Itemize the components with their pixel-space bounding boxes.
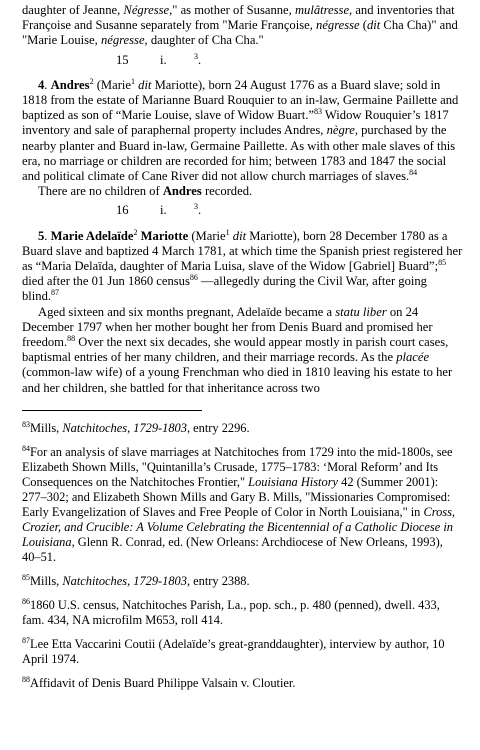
entry-number: 5 [38, 228, 45, 243]
text: . [44, 77, 51, 92]
text: Lee Etta Vaccarini Coutii (Adelaïde’s great-granddaughter), interview by author, 10 April 1974. [22, 636, 445, 666]
text: Over the next six decades, she would appear mostly in parish court cases, baptismal entries of her many children, and their marriage records. As the [22, 335, 449, 365]
text-italic: dit [366, 18, 381, 33]
text: recorded. [201, 184, 253, 199]
text-italic: Natchitoches, 1729-1803 [62, 420, 187, 435]
footnote-ref[interactable]: 85 [438, 257, 447, 267]
text: ," as mother of Susanne, [169, 3, 295, 17]
entry-name: Marie Adelaïde [50, 228, 134, 243]
text-italic: Cross, Crozier, and Crucible: A Volume Celebrating the Bicentennial of a Catholic Diocese in Louisiana [22, 504, 456, 549]
entry-5-paragraph-2 [22, 305, 464, 396]
footnote-ref[interactable]: 88 [67, 333, 76, 343]
text: , entry 2296. [186, 420, 250, 435]
text: Mills, [30, 573, 63, 588]
text-italic: Natchitoches, 1729-1803 [62, 573, 187, 588]
text: , daughter of Cha Cha." [144, 33, 264, 48]
footnote-83 [22, 421, 464, 436]
text: (Marie [93, 77, 131, 92]
text-italic: négresse [316, 18, 360, 33]
text: , purchased by the nearby planter and Buard in-law, Germaine Paillette. As with other male slaves of this era, no marriage or children are recorded for him; between 1783 and 1847 the social and political climate of Cane River did not allow church marriages of slaves. [22, 123, 456, 184]
text: died after the 01 Jun 1860 census [22, 274, 190, 289]
footnote-ref[interactable]: 87 [51, 288, 60, 298]
text-italic: statu liber [335, 304, 387, 319]
text: . [198, 203, 202, 218]
footnote-88 [22, 676, 464, 691]
footnote-ref[interactable]: 83 [313, 107, 322, 117]
text-italic: dit [232, 228, 247, 243]
text-italic: dit [138, 77, 152, 92]
child-list-item [22, 203, 464, 218]
generation-sup: 2 [89, 76, 94, 86]
text: (Marie [188, 228, 226, 243]
text: —allegedly during the Civil War, after going blind. [22, 274, 427, 304]
generation-sup: 3 [194, 202, 198, 212]
text: Affidavit of Denis Buard Philippe Valsain v. Cloutier. [30, 675, 296, 690]
footnote-number: 84 [22, 443, 30, 453]
text: Aged sixteen and six months pregnant, Adelaïde became a [38, 304, 336, 319]
no-children-line [22, 184, 464, 199]
footnote-number: 88 [22, 674, 30, 684]
footnote-84 [22, 445, 464, 565]
text: Mariotte), born 28 December 1780 as a Buard slave and baptized 4 March 1781, at which time the Spanish priest registered her as “Maria Delaïda, daughter of Maria Luisa, slave of the Widow [Gabriel] Buard”; [22, 228, 463, 274]
text: . [44, 228, 51, 243]
child-list-item [22, 53, 464, 68]
text: For an analysis of slave marriages at Natchitoches from 1729 into the mid-1800s, see Elizabeth Shown Mills, "Quintanilla’s Crusade, 1775–1783: ‘Moral Reform’ and Its Consequences on the Natchitoches Frontier," [22, 444, 453, 489]
text-italic: nègre [326, 123, 355, 138]
text: 42 (Summer 2001): 277–302; and Elizabeth Shown Mills and Gary B. Mills, "Missionaries Compromised: Early Evangelization of Slaves and Free People of Color in North Louisiana," in [22, 474, 451, 519]
text: inventories that Françoise and Susanne separately from "Marie Françoise, [22, 3, 455, 33]
generation-sup: 3 [194, 51, 198, 61]
footnote-86 [22, 598, 464, 628]
text: (common-law wife) of a young Frenchman who died in 1810 leaving his estate to her and her children, she battled for that inheritance across two [22, 365, 453, 395]
text: ( [359, 18, 367, 33]
text: , Glenn R. Conrad, ed. (New Orleans: Archdiocese of New Orleans, 1993), 40–51. [22, 534, 443, 564]
child-roman: i. [160, 203, 167, 218]
footnote-85 [22, 574, 464, 589]
text: daughter of Jeanne, [22, 3, 124, 17]
entry-4 [22, 78, 464, 184]
text: . [198, 52, 202, 67]
footnote-ref[interactable]: 86 [189, 273, 198, 283]
generation-sup: 1 [130, 76, 135, 86]
footnote-number: 83 [22, 419, 30, 429]
text-italic: placée [396, 350, 430, 365]
generation-sup: 1 [225, 227, 230, 237]
footnote-number: 86 [22, 596, 30, 606]
text: , and [349, 3, 374, 17]
text-italic: négresse [100, 33, 145, 48]
footnote-ref[interactable]: 84 [409, 167, 418, 177]
child-number: 16 [116, 203, 129, 218]
text-italic: Louisiana History [248, 474, 339, 489]
footnote-87 [22, 637, 464, 667]
entry-name: Andres [162, 184, 202, 199]
text: There are no children of [38, 184, 163, 199]
text: , entry 2388. [186, 573, 250, 588]
entry-number: 4 [38, 77, 45, 92]
entry-name: Andres [50, 77, 90, 92]
text: Cha Cha)" and "Marie Louise, [22, 18, 458, 48]
text-italic: Négresse [123, 3, 170, 17]
generation-sup: 2 [133, 227, 138, 237]
entry-name: Mariotte [137, 228, 189, 243]
footnote-number: 87 [22, 635, 30, 645]
text: Mills, [30, 420, 63, 435]
child-number: 15 [116, 52, 129, 67]
text: Widow Rouquier’s 1817 inventory and sale of paraphernal property includes Andres, [22, 108, 449, 138]
text: on 24 December 1797 when her mother bought her from Denis Buard and promised her freedom. [22, 304, 433, 350]
text: Mariotte), born 24 August 1776 as a Buard slave; sold in 1818 from the estate of Marianne Buard Rouquier to an in-law, Germaine Paillette and baptized as son of “Marie Louise, slave of Widow Buart.” [22, 77, 459, 123]
child-roman: i. [160, 52, 167, 67]
footnote-separator [22, 410, 202, 411]
footnote-number: 85 [22, 572, 30, 582]
entry-5 [22, 229, 464, 305]
text-italic: mulâtresse [294, 3, 350, 17]
top-paragraph [22, 3, 464, 49]
text: 1860 U.S. census, Natchitoches Parish, La., pop. sch., p. 480 (penned), dwell. 433, fam. 434, NA microfilm M653, roll 414. [22, 597, 440, 627]
